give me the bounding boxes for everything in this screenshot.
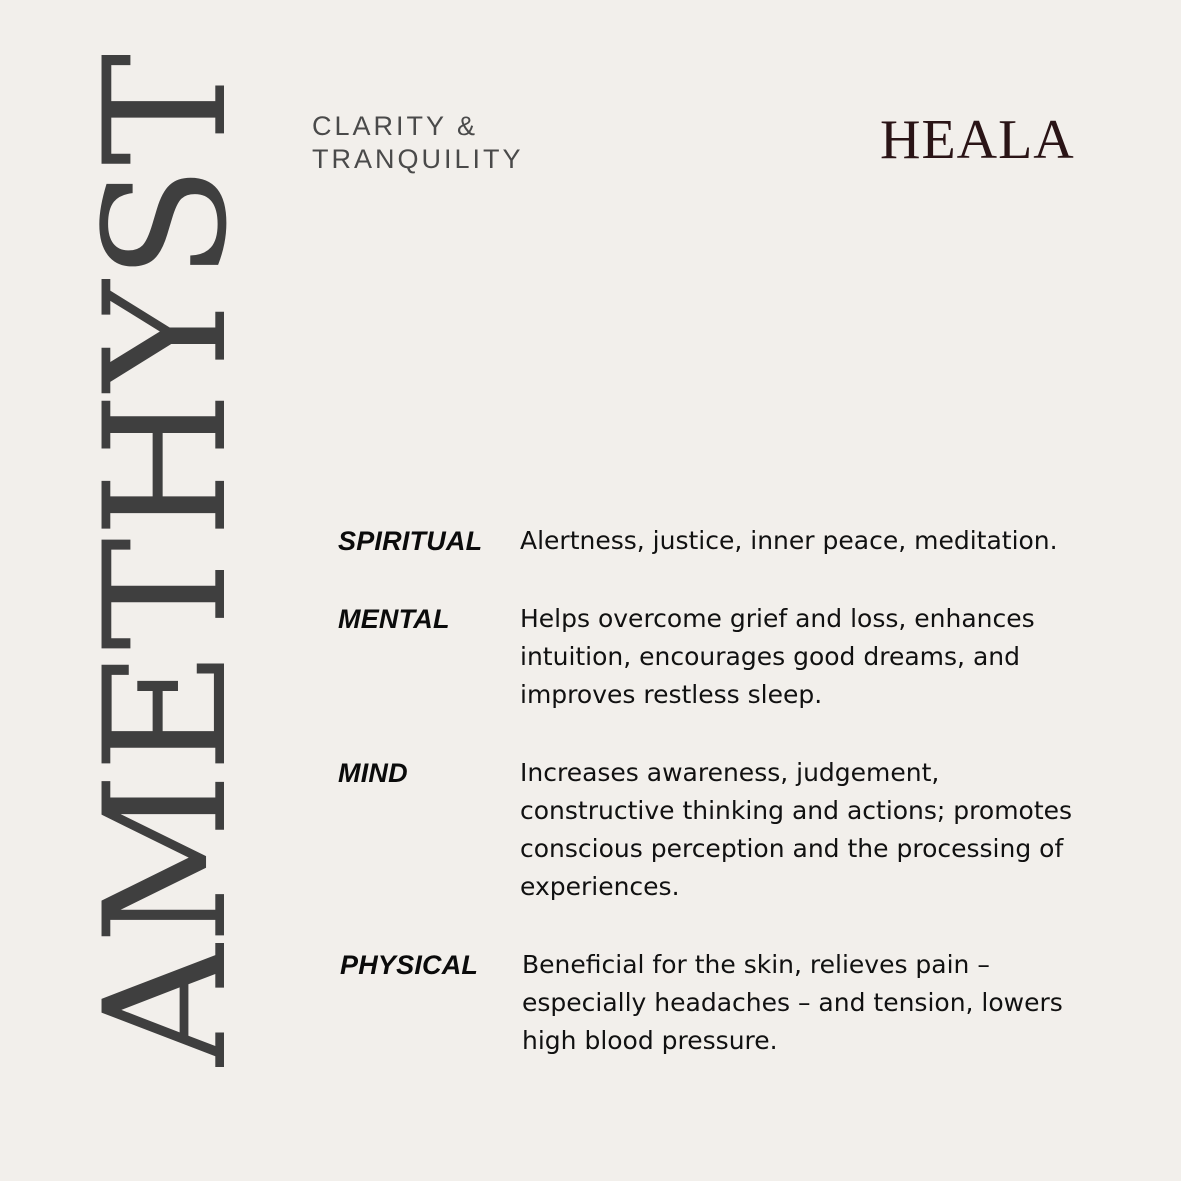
property-label: PHYSICAL <box>340 950 479 980</box>
property-text: Increases awareness, judgement, constructive thinking and actions; promotes conscious perception and the processing of experiences. <box>520 758 1073 901</box>
title-letter: T <box>68 537 264 650</box>
property-text: Helps overcome grief and loss, enhances intuition, encourages good dreams, and improves restless sleep. <box>520 604 1035 709</box>
tagline <box>312 110 612 176</box>
vertical-title <box>66 53 266 1066</box>
title-letter: H <box>68 391 264 538</box>
property-text: Beneficial for the skin, relieves pain – especially headaches – and tension, lowers high blood pressure. <box>522 950 1063 1055</box>
property-label: MENTAL <box>338 604 450 634</box>
title-letter: T <box>68 53 264 166</box>
property-text: Alertness, justice, inner peace, meditation. <box>520 526 1058 555</box>
title-letter: S <box>68 165 264 281</box>
tagline-line-2: TRANQUILITY <box>312 144 524 174</box>
properties-list <box>338 522 1138 1100</box>
title-letter: E <box>68 650 264 773</box>
title-letter: M <box>68 772 264 945</box>
property-row-physical <box>340 946 1138 1060</box>
property-row-mind <box>338 754 1138 906</box>
title-letter: Y <box>68 280 264 392</box>
property-label: MIND <box>338 758 408 788</box>
property-row-spiritual <box>338 522 1138 560</box>
property-row-mental <box>338 600 1138 714</box>
tagline-line-1: CLARITY & <box>312 111 479 141</box>
property-label: SPIRITUAL <box>338 526 483 556</box>
title-letter: A <box>68 944 264 1066</box>
brand-logo: HEALA <box>880 109 1075 171</box>
